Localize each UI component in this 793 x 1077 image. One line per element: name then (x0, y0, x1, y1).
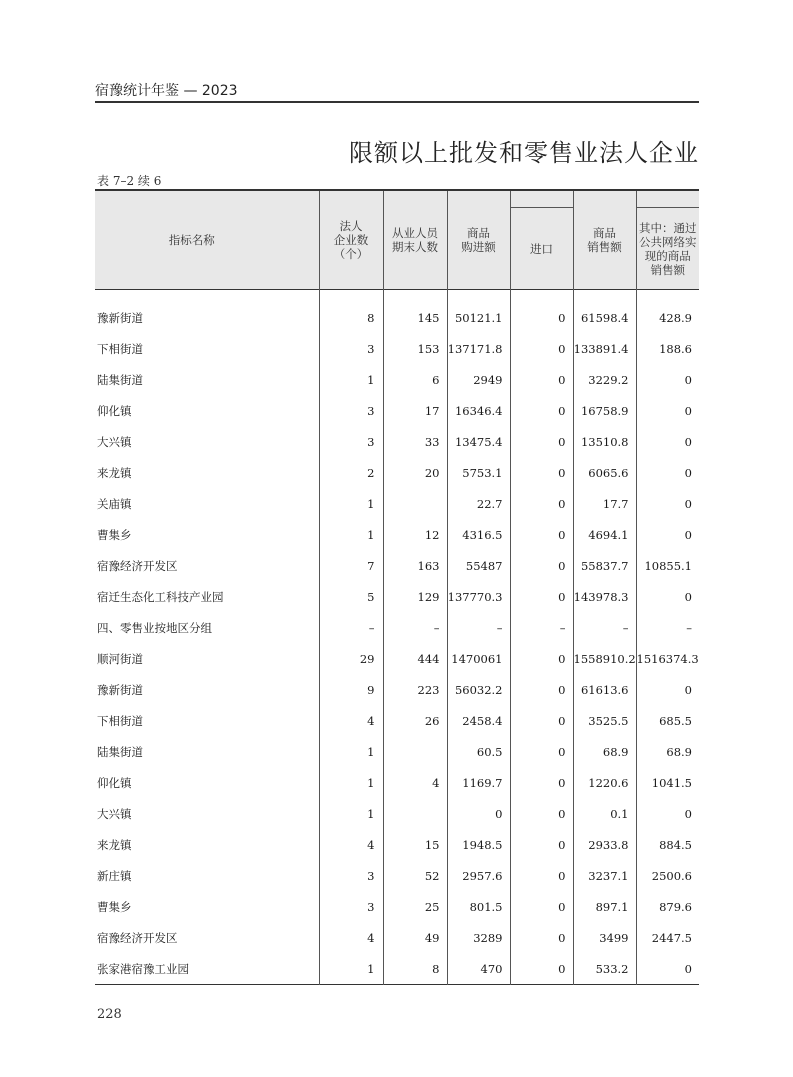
cell-sales: 1558910.2 (573, 643, 636, 674)
cell-online-sales: 2447.5 (636, 922, 699, 953)
cell-employees: 52 (383, 860, 447, 891)
cell-imports: 0 (510, 736, 573, 767)
row-name: 仰化镇 (97, 775, 132, 790)
header-imports-text: 进口 (530, 241, 553, 256)
cell-imports: 0 (510, 674, 573, 705)
row-name: 下相街道 (97, 341, 143, 356)
cell-sales: 1220.6 (573, 767, 636, 798)
cell-enterprises: 3 (319, 333, 383, 364)
cell-online-sales: – (636, 612, 699, 643)
table-row (95, 519, 699, 550)
cell-purchases: 16346.4 (447, 395, 510, 426)
cell-sales: 3237.1 (573, 860, 636, 891)
cell-online-sales: 884.5 (636, 829, 699, 860)
table-header (95, 190, 699, 290)
table-row (95, 643, 699, 674)
cell-imports: 0 (510, 290, 573, 334)
cell-enterprises: – (319, 612, 383, 643)
header-online-sales (636, 208, 699, 290)
cell-employees: 49 (383, 922, 447, 953)
cell-employees (383, 736, 447, 767)
header-online-sales-text: 其中：通过 公共网络实 现的商品 销售额 (639, 220, 697, 277)
cell-online-sales: 68.9 (636, 736, 699, 767)
cell-purchases: 2957.6 (447, 860, 510, 891)
cell-employees: 223 (383, 674, 447, 705)
cell-employees: 25 (383, 891, 447, 922)
cell-enterprises: 1 (319, 767, 383, 798)
cell-enterprises: 1 (319, 488, 383, 519)
cell-imports: 0 (510, 829, 573, 860)
table-row (95, 290, 699, 334)
cell-imports: 0 (510, 922, 573, 953)
header-purchases-text: 商品 购进额 (461, 226, 496, 254)
cell-sales: 6065.6 (573, 457, 636, 488)
table-row (95, 457, 699, 488)
table-row (95, 891, 699, 922)
header-rule (95, 101, 699, 103)
cell-online-sales: 428.9 (636, 290, 699, 334)
row-name: 来龙镇 (97, 465, 132, 480)
cell-imports: 0 (510, 798, 573, 829)
cell-imports: 0 (510, 488, 573, 519)
cell-purchases: 55487 (447, 550, 510, 581)
cell-imports: 0 (510, 860, 573, 891)
cell-purchases: 56032.2 (447, 674, 510, 705)
cell-sales: 55837.7 (573, 550, 636, 581)
cell-imports: 0 (510, 953, 573, 985)
cell-enterprises: 8 (319, 290, 383, 334)
cell-enterprises: 3 (319, 891, 383, 922)
cell-employees: – (383, 612, 447, 643)
row-name: 大兴镇 (97, 806, 132, 821)
cell-enterprises: 4 (319, 705, 383, 736)
cell-purchases: 1948.5 (447, 829, 510, 860)
row-name: 陆集街道 (97, 372, 143, 387)
row-name: 曹集乡 (97, 899, 132, 914)
table-row (95, 922, 699, 953)
header-indicator-name-text: 指标名称 (168, 233, 215, 247)
cell-enterprises: 1 (319, 364, 383, 395)
cell-online-sales: 0 (636, 519, 699, 550)
cell-purchases: – (447, 612, 510, 643)
cell-imports: 0 (510, 333, 573, 364)
cell-online-sales: 2500.6 (636, 860, 699, 891)
header-indicator-name (95, 190, 319, 290)
cell-sales: 68.9 (573, 736, 636, 767)
table-row (95, 612, 699, 643)
cell-purchases: 60.5 (447, 736, 510, 767)
cell-online-sales: 0 (636, 674, 699, 705)
header-sales-text: 商品 销售额 (587, 226, 622, 254)
row-name: 宿迁生态化工科技产业园 (97, 589, 224, 604)
running-header: 宿豫统计年鉴 — 2023 (95, 83, 238, 99)
cell-purchases: 0 (447, 798, 510, 829)
cell-sales: 0.1 (573, 798, 636, 829)
header-enterprises-text: 法人 企业数 （个） (333, 219, 369, 261)
row-name: 来龙镇 (97, 837, 132, 852)
row-name: 仰化镇 (97, 403, 132, 418)
table-row (95, 395, 699, 426)
table-row (95, 488, 699, 519)
table-body (95, 290, 699, 985)
cell-employees: 444 (383, 643, 447, 674)
cell-employees (383, 488, 447, 519)
cell-enterprises: 1 (319, 736, 383, 767)
cell-imports: 0 (510, 364, 573, 395)
cell-purchases: 470 (447, 953, 510, 985)
cell-purchases: 2949 (447, 364, 510, 395)
cell-sales: 61598.4 (573, 290, 636, 334)
cell-imports: 0 (510, 550, 573, 581)
cell-purchases: 3289 (447, 922, 510, 953)
table-row (95, 736, 699, 767)
cell-employees: 8 (383, 953, 447, 985)
cell-employees: 17 (383, 395, 447, 426)
cell-employees: 129 (383, 581, 447, 612)
row-name: 四、零售业按地区分组 (97, 620, 212, 635)
cell-enterprises: 3 (319, 395, 383, 426)
table-row (95, 860, 699, 891)
table-row (95, 581, 699, 612)
table-row (95, 674, 699, 705)
cell-employees: 20 (383, 457, 447, 488)
row-name: 宿豫经济开发区 (97, 558, 178, 573)
cell-enterprises: 2 (319, 457, 383, 488)
cell-online-sales: 0 (636, 798, 699, 829)
cell-employees: 15 (383, 829, 447, 860)
header-online-sales-top (636, 190, 699, 208)
cell-enterprises: 4 (319, 922, 383, 953)
cell-purchases: 2458.4 (447, 705, 510, 736)
table-row (95, 333, 699, 364)
cell-purchases: 137770.3 (447, 581, 510, 612)
cell-purchases: 4316.5 (447, 519, 510, 550)
cell-purchases: 1169.7 (447, 767, 510, 798)
cell-sales: 133891.4 (573, 333, 636, 364)
cell-sales: 3229.2 (573, 364, 636, 395)
table-row (95, 953, 699, 985)
row-name: 新庄镇 (97, 868, 132, 883)
row-name: 曹集乡 (97, 527, 132, 542)
cell-online-sales: 188.6 (636, 333, 699, 364)
cell-online-sales: 0 (636, 581, 699, 612)
cell-sales: 4694.1 (573, 519, 636, 550)
cell-employees: 6 (383, 364, 447, 395)
cell-employees: 153 (383, 333, 447, 364)
cell-online-sales: 0 (636, 395, 699, 426)
cell-purchases: 13475.4 (447, 426, 510, 457)
page-number: 228 (97, 1007, 122, 1022)
cell-enterprises: 3 (319, 426, 383, 457)
cell-sales: 17.7 (573, 488, 636, 519)
header-purchases (447, 190, 510, 290)
cell-sales: 16758.9 (573, 395, 636, 426)
cell-purchases: 1470061 (447, 643, 510, 674)
cell-sales: 13510.8 (573, 426, 636, 457)
cell-online-sales: 10855.1 (636, 550, 699, 581)
cell-imports: 0 (510, 643, 573, 674)
table-row (95, 364, 699, 395)
cell-enterprises: 29 (319, 643, 383, 674)
cell-enterprises: 1 (319, 953, 383, 985)
cell-employees: 163 (383, 550, 447, 581)
header-enterprises (319, 190, 383, 290)
cell-imports: 0 (510, 457, 573, 488)
cell-online-sales: 0 (636, 457, 699, 488)
cell-imports: 0 (510, 767, 573, 798)
cell-imports: 0 (510, 891, 573, 922)
cell-imports: 0 (510, 426, 573, 457)
cell-purchases: 801.5 (447, 891, 510, 922)
table-row (95, 798, 699, 829)
cell-imports: 0 (510, 581, 573, 612)
cell-enterprises: 1 (319, 798, 383, 829)
cell-sales: 2933.8 (573, 829, 636, 860)
cell-enterprises: 9 (319, 674, 383, 705)
row-name: 下相街道 (97, 713, 143, 728)
cell-sales: 3499 (573, 922, 636, 953)
cell-imports: 0 (510, 705, 573, 736)
cell-sales: 533.2 (573, 953, 636, 985)
row-name: 宿豫经济开发区 (97, 930, 178, 945)
table-caption: 表 7–2 续 6 (97, 174, 162, 188)
row-name: 豫新街道 (97, 682, 143, 697)
cell-enterprises: 3 (319, 860, 383, 891)
header-imports (510, 208, 573, 290)
cell-sales: 61613.6 (573, 674, 636, 705)
table-row (95, 829, 699, 860)
cell-employees: 4 (383, 767, 447, 798)
cell-sales: 897.1 (573, 891, 636, 922)
header-sales (573, 190, 636, 290)
table-row (95, 767, 699, 798)
row-name: 顺河街道 (97, 651, 143, 666)
cell-enterprises: 7 (319, 550, 383, 581)
table-row (95, 705, 699, 736)
cell-online-sales: 685.5 (636, 705, 699, 736)
cell-online-sales: 0 (636, 488, 699, 519)
page-title: 限额以上批发和零售业法人企业 (349, 139, 699, 167)
cell-employees: 145 (383, 290, 447, 334)
cell-employees: 26 (383, 705, 447, 736)
header-imports-top (510, 190, 573, 208)
cell-employees: 33 (383, 426, 447, 457)
cell-enterprises: 4 (319, 829, 383, 860)
table-row (95, 550, 699, 581)
row-name: 张家港宿豫工业园 (97, 961, 189, 976)
cell-imports: – (510, 612, 573, 643)
table-row (95, 426, 699, 457)
cell-purchases: 22.7 (447, 488, 510, 519)
row-name: 关庙镇 (97, 496, 132, 511)
cell-purchases: 50121.1 (447, 290, 510, 334)
cell-sales: 3525.5 (573, 705, 636, 736)
statistics-table (95, 189, 699, 985)
cell-purchases: 137171.8 (447, 333, 510, 364)
cell-online-sales: 1041.5 (636, 767, 699, 798)
header-employees (383, 190, 447, 290)
row-name: 豫新街道 (97, 310, 143, 325)
header-employees-text: 从业人员 期末人数 (392, 226, 438, 254)
cell-online-sales: 879.6 (636, 891, 699, 922)
cell-enterprises: 1 (319, 519, 383, 550)
cell-sales: – (573, 612, 636, 643)
cell-purchases: 5753.1 (447, 457, 510, 488)
cell-sales: 143978.3 (573, 581, 636, 612)
cell-imports: 0 (510, 395, 573, 426)
cell-employees (383, 798, 447, 829)
cell-imports: 0 (510, 519, 573, 550)
row-name: 陆集街道 (97, 744, 143, 759)
cell-enterprises: 5 (319, 581, 383, 612)
cell-online-sales: 0 (636, 953, 699, 985)
cell-online-sales: 0 (636, 364, 699, 395)
cell-online-sales: 0 (636, 426, 699, 457)
cell-employees: 12 (383, 519, 447, 550)
row-name: 大兴镇 (97, 434, 132, 449)
cell-online-sales: 1516374.3 (636, 643, 699, 674)
